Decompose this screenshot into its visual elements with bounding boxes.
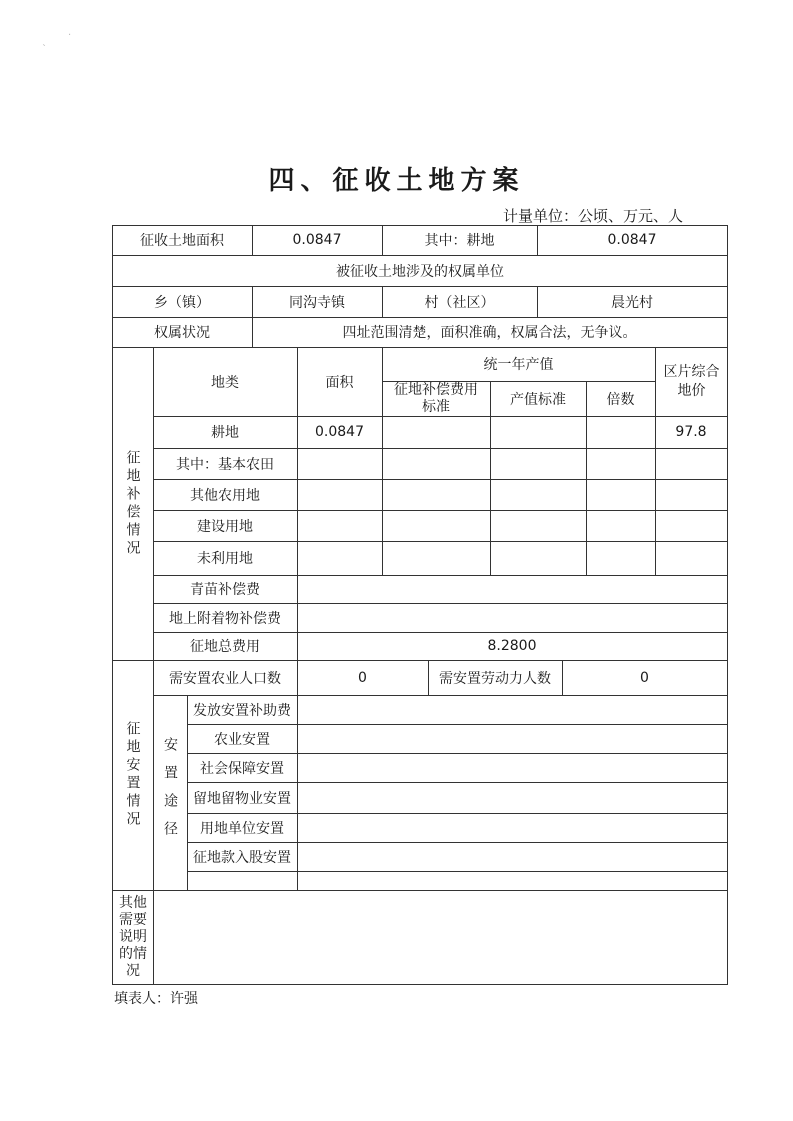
land-row-type: 其他农用地 (190, 487, 260, 504)
ownership-header: 被征收土地涉及的权属单位 (336, 263, 504, 280)
land-row-price: 97.8 (675, 424, 707, 440)
compensation-side-label: 征地补偿情况 (124, 449, 141, 558)
total-fee-value: 8.2800 (487, 638, 537, 654)
route-item: 发放安置补助费 (193, 702, 291, 719)
other-notes-label: 其他需要说明的情况 (119, 894, 147, 979)
col-zone-price: 区片综合地价 (663, 363, 720, 399)
labor-value: 0 (640, 669, 649, 686)
measurement-unit: 计量单位：公顷、万元、人 (502, 207, 683, 225)
crop-fee-label: 青苗补偿费 (190, 582, 260, 598)
ag-population-label: 需安置农业人口数 (169, 670, 281, 687)
col-compensation-standard: 征地补偿费用标准 (394, 381, 478, 415)
village-value: 晨光村 (611, 294, 653, 311)
col-multiple: 倍数 (606, 391, 635, 408)
col-area: 面积 (325, 374, 354, 391)
land-row-type: 耕地 (211, 425, 239, 441)
labor-label: 需安置劳动力人数 (439, 670, 551, 687)
ownership-status-label: 权属状况 (154, 325, 210, 341)
route-item: 农业安置 (214, 731, 270, 748)
township-label: 乡（镇） (154, 294, 210, 311)
total-fee-label: 征地总费用 (190, 639, 260, 655)
route-item: 征地款入股安置 (193, 849, 291, 866)
col-output-standard: 产值标准 (510, 391, 566, 408)
col-annual-output: 统一年产值 (483, 357, 554, 373)
farmland-label: 其中：耕地 (424, 233, 495, 249)
area-label: 征收土地面积 (140, 233, 224, 249)
ownership-status-value: 四址范围清楚，面积准确，权属合法，无争议。 (342, 325, 637, 341)
scan-speck: · (68, 30, 72, 41)
route-item: 用地单位安置 (200, 820, 284, 837)
scan-speck: ˋ (42, 44, 47, 55)
route-label: 安置途径 (162, 736, 178, 849)
form-filler: 填表人：许强 (114, 991, 198, 1007)
page-title: 四、征收土地方案 (268, 166, 525, 196)
village-label: 村（社区） (424, 294, 495, 311)
route-item: 社会保障安置 (200, 760, 284, 777)
resettlement-side-label: 征地安置情况 (124, 721, 141, 829)
township-value: 同沟寺镇 (289, 294, 345, 311)
route-item: 留地留物业安置 (193, 790, 291, 807)
col-land-type: 地类 (211, 374, 239, 391)
farmland-value: 0.0847 (607, 232, 657, 248)
land-row-type: 建设用地 (197, 518, 253, 535)
land-row-type: 未利用地 (197, 551, 253, 567)
area-value: 0.0847 (292, 232, 342, 248)
ag-population-value: 0 (358, 669, 367, 686)
attachment-fee-label: 地上附着物补偿费 (169, 610, 281, 627)
land-row-type: 其中：基本农田 (176, 456, 274, 473)
land-row-area: 0.0847 (315, 424, 364, 440)
